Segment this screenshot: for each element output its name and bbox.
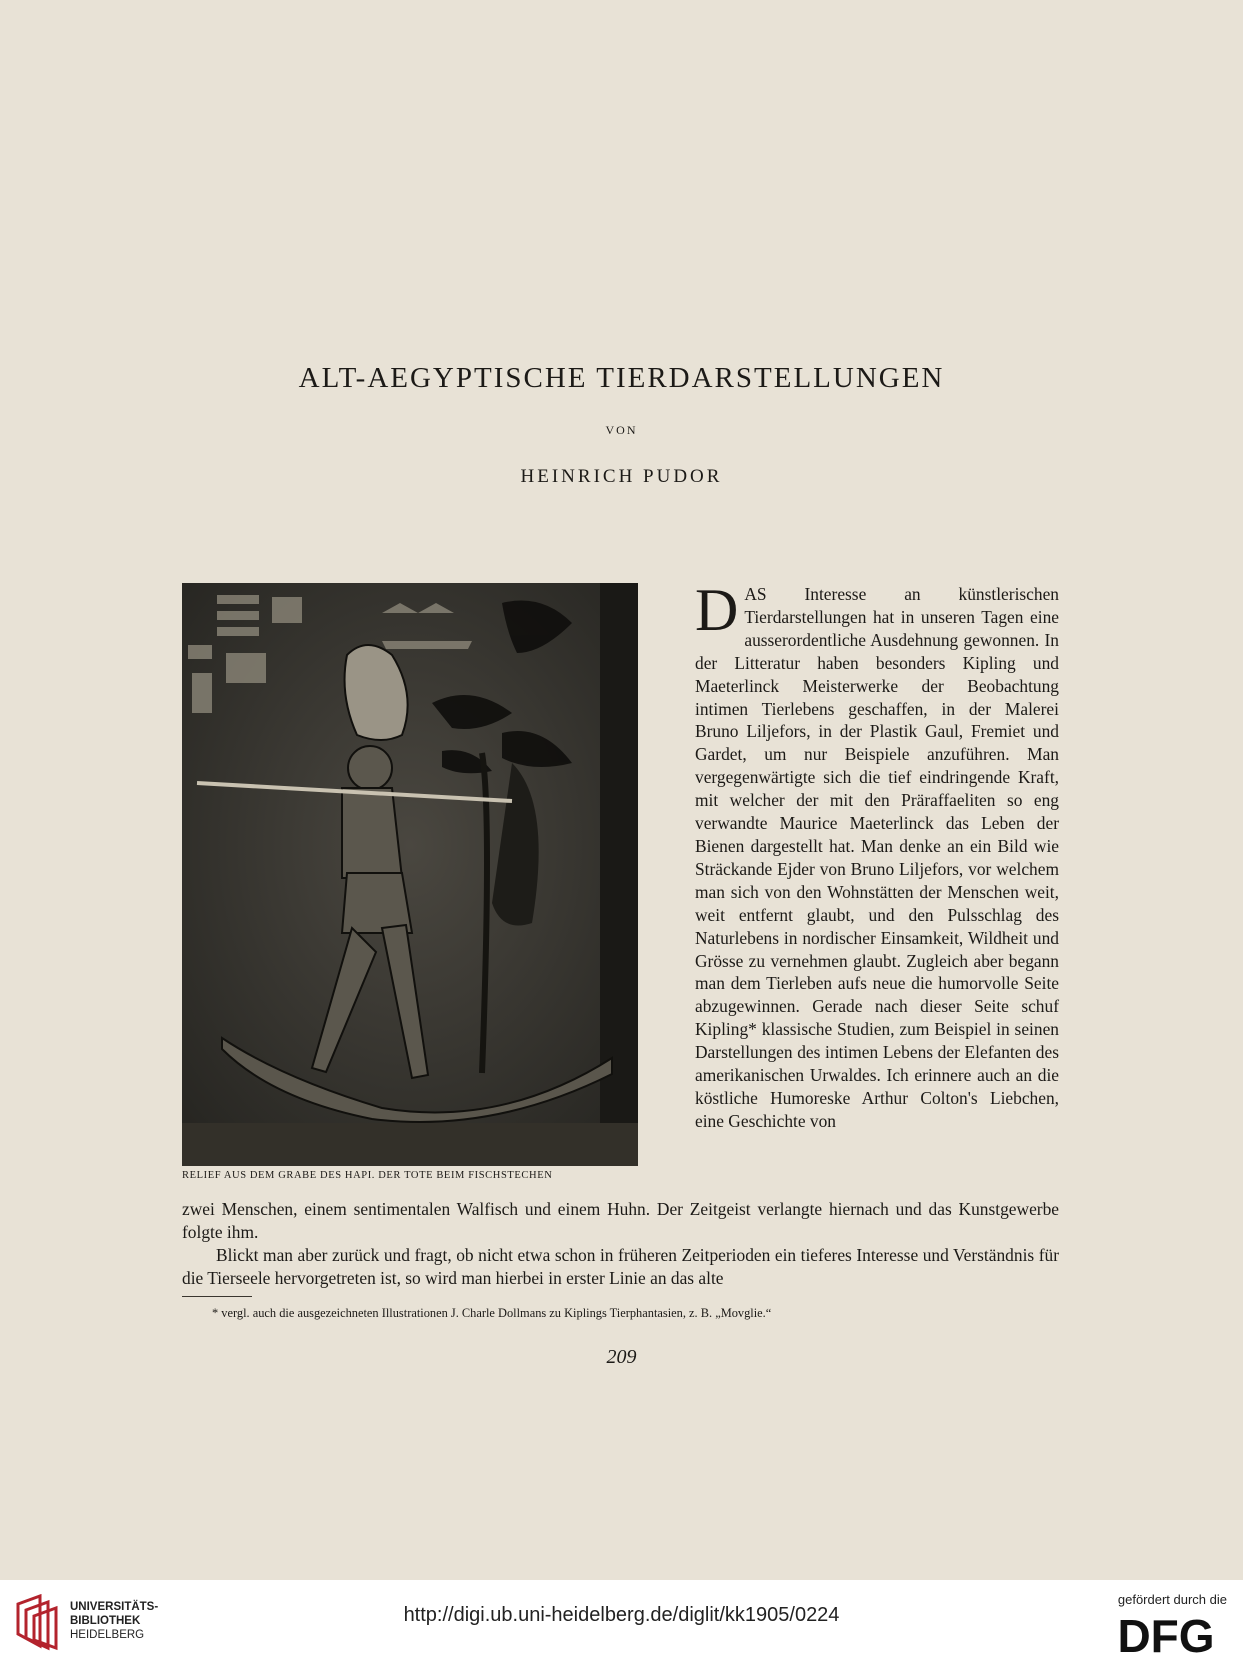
funding-label: gefördert durch die (1117, 1592, 1227, 1607)
figure-caption: RELIEF AUS DEM GRABE DES HAPI. DER TOTE BEIM FISCHSTECHEN (182, 1170, 553, 1181)
text-column (695, 577, 1059, 1133)
dfg-logo-text: DFG (1117, 1614, 1215, 1656)
library-name-line1: UNIVERSITÄTS- (70, 1601, 159, 1613)
drop-cap: D (695, 577, 739, 643)
column-paragraph: AS Interesse an künstlerischen Tierdarstellungen hat in unseren Tagen eine ausserordentliche Ausdehnung gewonnen. In der Litteratur haben besonders Kipling und Maeterlinck Meisterwerke der Beobachtung intimen Tierlebens geschaffen, in der Malerei Bruno Liljefors, in der Plastik Gaul, Fremiet und Gardet, um nur Beispiele anzuführen. Man vergegenwärtigte sich die tief eindringende Kraft, mit welcher der mit den Präraffaeliten so eng verwandte Maurice Maeterlinck das Leben der Bienen dargestellt hat. Man denke an ein Bild wie Sträckande Ejder von Bruno Liljefors, vor welchem man sich von den Wohnstätten der Menschen weit, weit entfernt glaubt, und den Pulsschlag des Naturlebens in nordischer Einsamkeit, Wildheit und Grösse zu vernehmen glaubt. Zugleich aber begann man dem Tierleben aufs neue die humorvolle Seite abzugewinnen. Gerade nach dieser Seite schuf Kipling* klassische Studien, zum Beispiel in seinen Darstellungen des intimen Lebens der Elefanten des amerikanischen Urwaldes. Ich erinnere auch an die köstliche Humoreske Arthur Colton's Liebchen, eine Geschichte von (695, 584, 1059, 1131)
document-url-link[interactable]: http://digi.ub.uni-heidelberg.de/diglit/kk1905/0224 (403, 1604, 840, 1626)
footnote-rule (182, 1296, 252, 1297)
paragraph-2: Blickt man aber zurück und fragt, ob nicht etwa schon in früheren Zeitperioden ein tieferes Interesse und Verständnis für die Tierseele hervorgetreten ist, so wird man hierbei in erster Linie an das alte (182, 1244, 1059, 1288)
article-title: ALT-AEGYPTISCHE TIERDARSTELLUNGEN (298, 362, 945, 394)
dfg-logo-icon[interactable] (1107, 1614, 1225, 1656)
relief-image (182, 583, 638, 1166)
library-name-line2: BIBLIOTHEK (70, 1615, 141, 1627)
library-name-line3: HEIDELBERG (70, 1629, 145, 1641)
paragraph-continued: zwei Menschen, einem sentimentalen Walfisch und einem Huhn. Der Zeitgeist verlangte hiernach und das Kunstgewerbe folgte ihm. (182, 1199, 1059, 1242)
article-author: HEINRICH PUDOR (520, 466, 723, 487)
relief-illustration (182, 583, 638, 1166)
footnote: * vergl. auch die ausgezeichneten Illustrationen J. Charle Dollmans zu Kiplings Tierphantasien, z. B. „Movglie.“ (212, 1306, 772, 1320)
page-number: 209 (606, 1346, 637, 1368)
full-width-text (182, 1198, 1059, 1290)
byline-von: VON (605, 423, 638, 437)
viewer-footer (0, 1580, 1243, 1669)
